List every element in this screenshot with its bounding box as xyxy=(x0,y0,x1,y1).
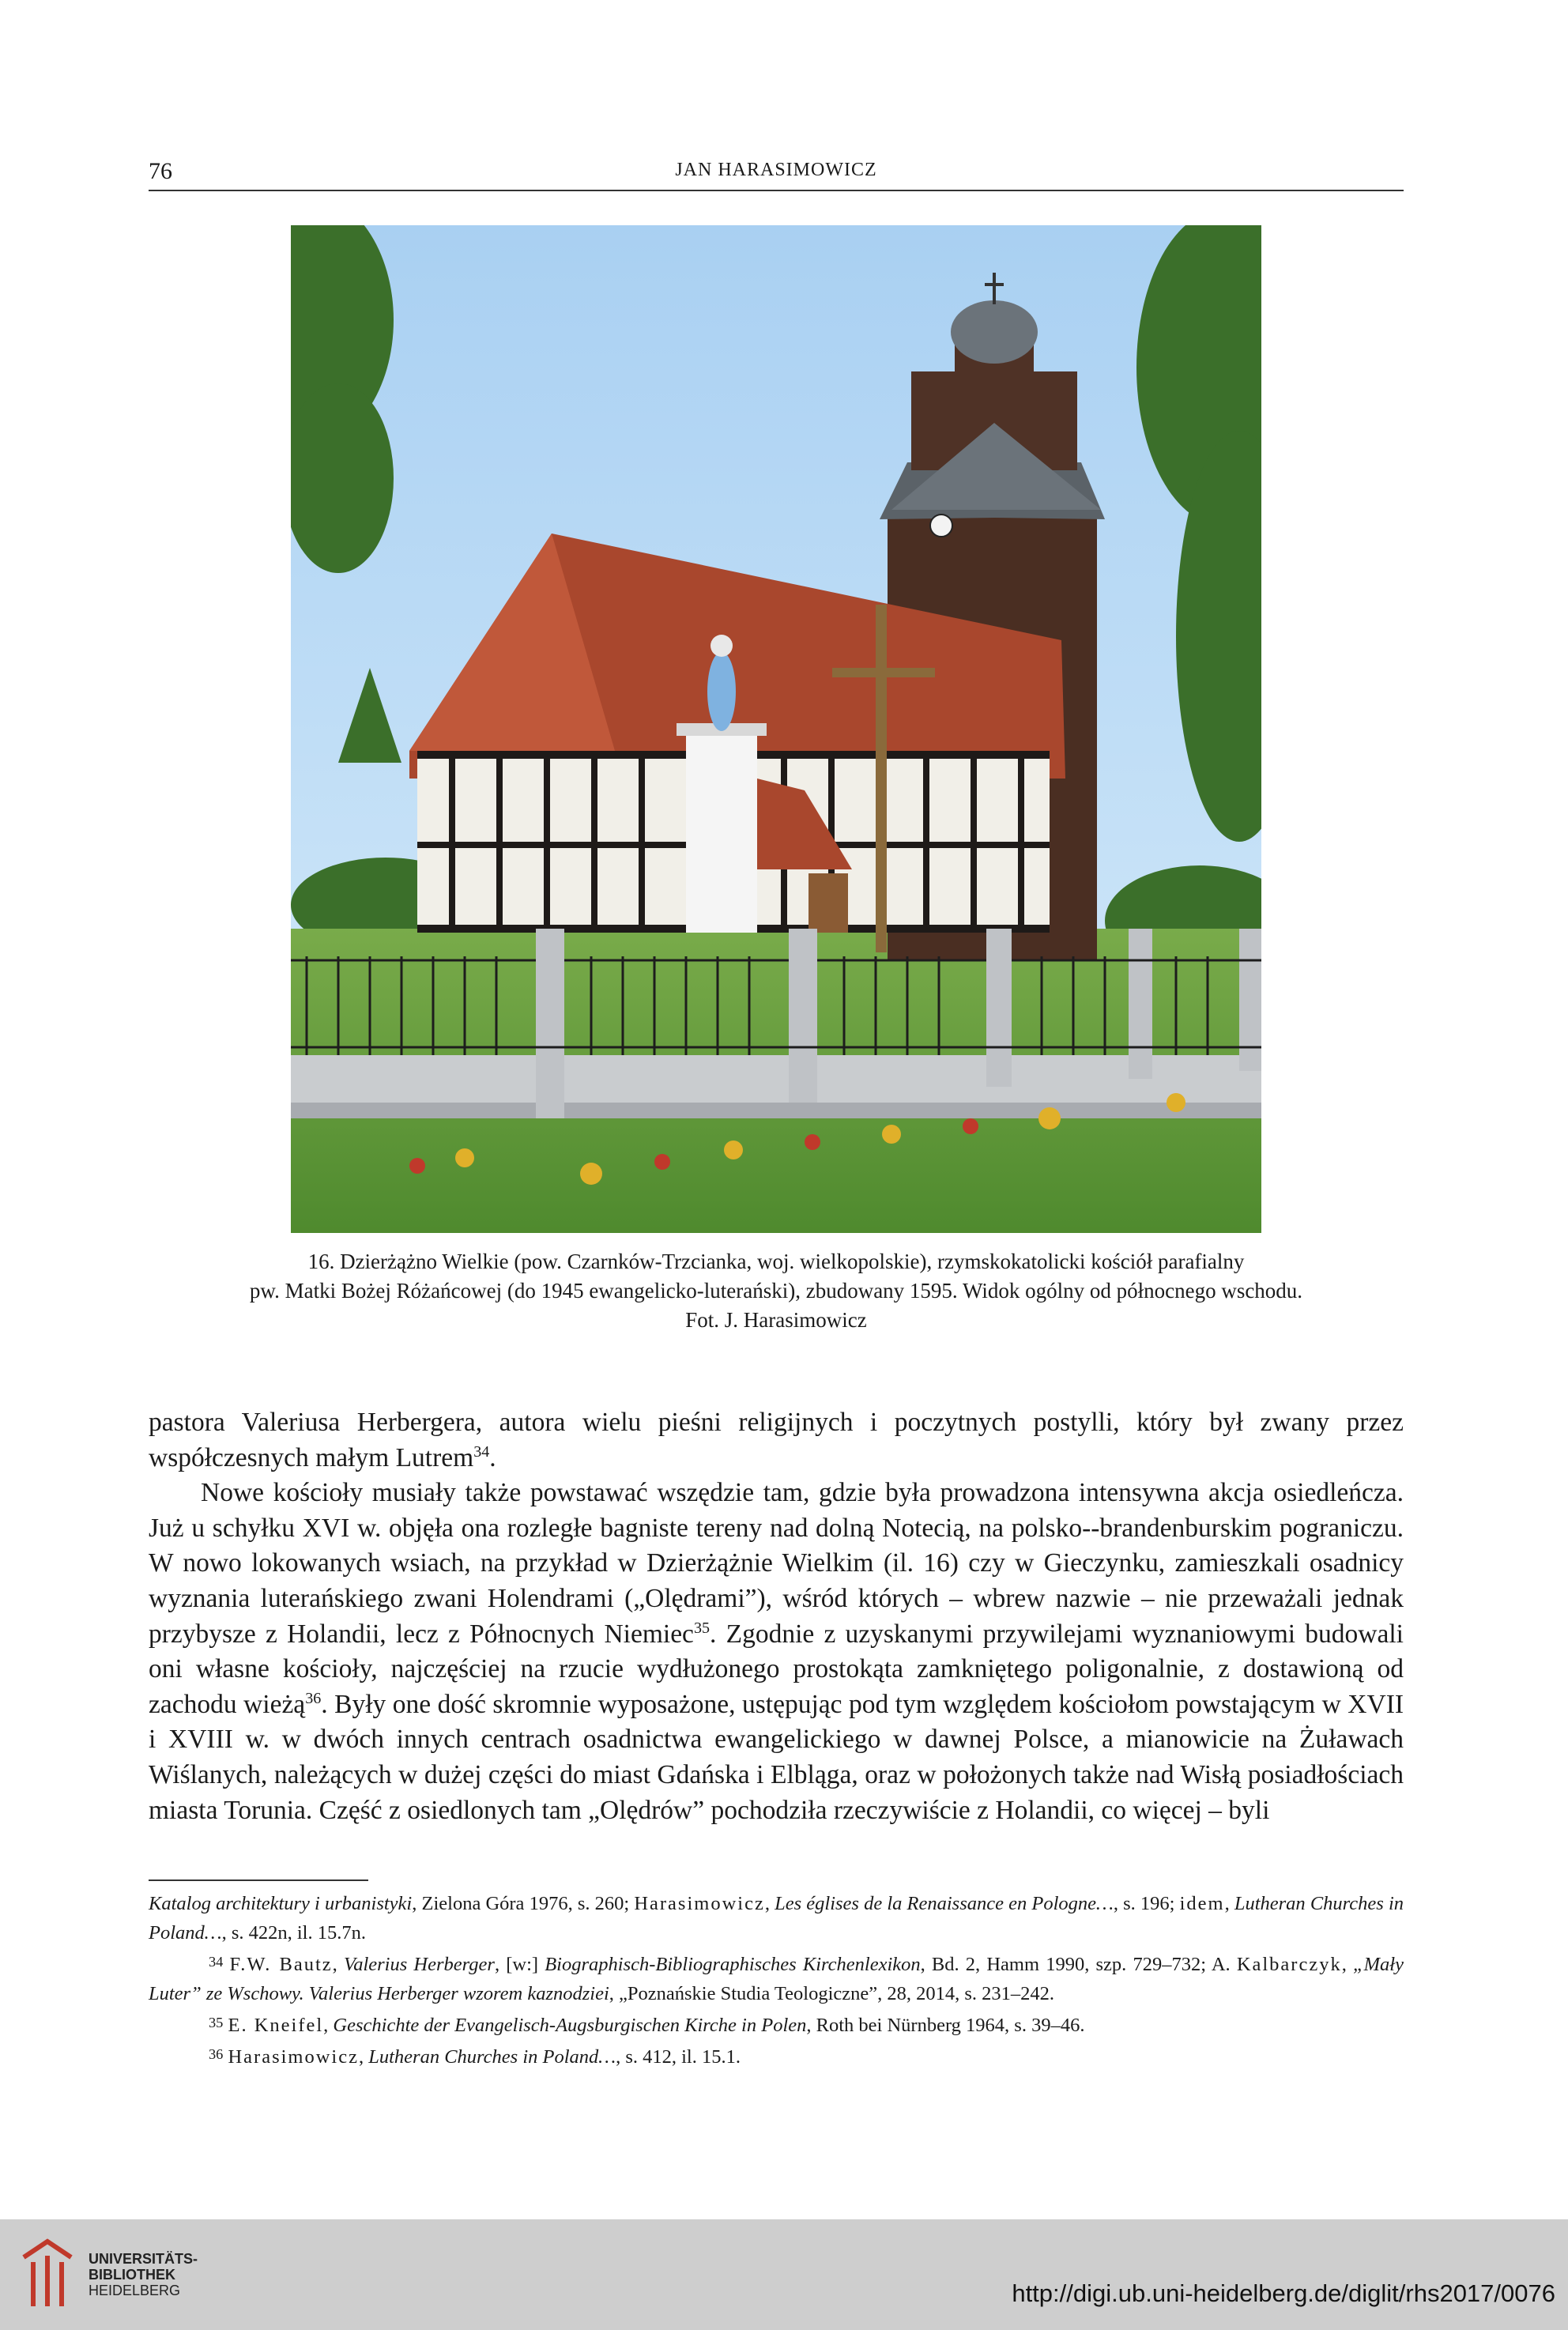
fn-text: , „Poznańskie Studia Teologiczne”, 28, 2014, s. 231–242. xyxy=(609,1983,1055,2004)
caption-line-2: pw. Matki Bożej Różańcowej (do 1945 ewangelicko-luterański), zbudowany 1595. Widok ogólny od północnego wschodu. xyxy=(249,1279,1303,1303)
fn-text: , Roth bei Nürnberg 1964, s. 39–46. xyxy=(806,2015,1085,2036)
fn-text: , [w:] xyxy=(494,1954,545,1975)
caption-line-3: Fot. J. Harasimowicz xyxy=(685,1308,867,1332)
fn-author: Harasimowicz xyxy=(634,1893,765,1914)
fn-title: Katalog architektury i urbanistyki xyxy=(149,1893,413,1914)
caption-line-1: 16. Dzierżążno Wielkie (pow. Czarnków-Trzcianka, woj. wielkopolskie), rzymskokatolicki kościół parafialny xyxy=(307,1250,1245,1273)
church-illustration xyxy=(291,225,1261,1233)
fn-title: Les églises de la Renaissance en Pologne… xyxy=(775,1893,1114,1914)
church-photograph xyxy=(291,225,1261,1233)
paragraph-2-text-a: Nowe kościoły musiały także powstawać wszędzie tam, gdzie była prowadzona intensywna akcja osiedleńcza. Już u schyłku XVI w. objęła ona rozległe bagniste tereny nad dolną Notecią, na polsko--brandenburskim pograniczu. W nowo lokowanych wsiach, na przykład w Dzierżążnie Wielkim (il. 16) czy w Gieczynku, zamieszkali osadnicy wyznania luterańskiego zwani Holendrami („Olędrami”), wśród których – wbrew nazwie – nie przeważali jednak przybysze z Holandii, lecz z Północnych Niemiec xyxy=(149,1478,1404,1649)
fn-author: E. Kneifel xyxy=(228,2015,324,2036)
fn-text: , xyxy=(323,2015,334,2036)
fn-text: , xyxy=(332,1954,344,1975)
footnote-34 xyxy=(149,1947,1404,2008)
note-ref-34: 34 xyxy=(473,1442,490,1461)
footnote-continuation xyxy=(149,1889,1404,1947)
running-header xyxy=(149,155,1404,191)
paragraph-2 xyxy=(149,1476,1404,1828)
figure-caption xyxy=(149,1247,1404,1335)
library-logo-icon xyxy=(16,2234,79,2313)
paragraph-2-text-b: . Zgodnie z uzyskanymi przywilejami wyznaniowymi budowali oni własne kościoły, najczęściej na rzucie wydłużonego prostokąta zamkniętego poligonalnie, z dostawioną od zachodu wieżą xyxy=(149,1619,1404,1719)
fn-text: , xyxy=(1224,1893,1234,1914)
fn-title: Valerius Herberger xyxy=(343,1954,495,1975)
fn-text: , Zielona Góra 1976, s. 260; xyxy=(412,1893,635,1914)
body-text xyxy=(149,1405,1404,1828)
fn-title: „Mały Luter” ze Wschowy. Valerius Herberger wzorem kaznodziei xyxy=(149,1954,1404,2004)
fn-title: Lutheran Churches in Poland… xyxy=(368,2046,616,2068)
fn-author: F.W. Bautz xyxy=(229,1954,333,1975)
fn-text: , xyxy=(358,2046,369,2068)
footnote-number: 35 xyxy=(209,2015,224,2030)
footnote-36 xyxy=(149,2040,1404,2072)
footnotes xyxy=(149,1889,1404,2072)
paragraph-1 xyxy=(149,1405,1404,1476)
fn-title: Lutheran Churches in Poland… xyxy=(149,1893,1404,1944)
fn-text: , xyxy=(764,1893,775,1914)
fn-text: , s. 412, il. 15.1. xyxy=(616,2046,741,2068)
running-head-author: JAN HARASIMOWICZ xyxy=(675,160,877,180)
paragraph-2-text-c: . Były one dość skromnie wyposażone, ustępując pod tym względem kościołom powstającym w XVII i XVIII w. w dwóch innych centrach osadnictwa ewangelickiego w dawnej Polsce, a mianowicie na Żuławach Wiślanych, należących w dużej części do miast Gdańska i Elbląga, oraz w położonych także nad Wisłą posiadłościach miasta Torunia. Część z osiedlonych tam „Olędrów” pochodziła rzeczywiście z Holandii, co więcej – byli xyxy=(149,1689,1404,1825)
footnote-35 xyxy=(149,2008,1404,2040)
fn-text: , s. 422n, il. 15.7n. xyxy=(221,1922,366,1944)
footnote-number: 34 xyxy=(209,1954,224,1970)
fn-text: , Bd. 2, Hamm 1990, szp. 729–732; A. xyxy=(920,1954,1237,1975)
footnote-separator xyxy=(149,1879,368,1881)
fn-title: Biographisch-Bibliographisches Kirchenlexikon xyxy=(545,1954,921,1975)
footnote-number: 36 xyxy=(209,2046,224,2062)
library-name xyxy=(89,2251,198,2298)
digitization-footer xyxy=(0,2219,1568,2330)
library-name-line: UNIVERSITÄTS- xyxy=(89,2251,198,2267)
fn-author: idem xyxy=(1179,1893,1225,1914)
note-ref-36: 36 xyxy=(305,1689,322,1707)
paragraph-1-text: pastora Valeriusa Herbergera, autora wielu pieśni religijnych i poczytnych postylli, który był zwany przez współczesnych małym Lutrem xyxy=(149,1408,1404,1472)
fn-author: Harasimowicz xyxy=(228,2046,359,2068)
page-number: 76 xyxy=(149,158,172,184)
fn-text: , xyxy=(1341,1954,1354,1975)
library-name-line: HEIDELBERG xyxy=(89,2283,181,2298)
fn-text: , s. 196; xyxy=(1113,1893,1180,1914)
paragraph-1-end: . xyxy=(489,1442,496,1472)
fn-title: Geschichte der Evangelisch-Augsburgischen Kirche in Polen xyxy=(333,2015,807,2036)
note-ref-35: 35 xyxy=(693,1619,710,1637)
permalink-url[interactable]: http://digi.ub.uni-heidelberg.de/diglit/rhs2017/0076 xyxy=(1012,2279,1555,2307)
library-name-line: BIBLIOTHEK xyxy=(89,2267,175,2283)
fn-author: Kalbarczyk xyxy=(1236,1954,1342,1975)
